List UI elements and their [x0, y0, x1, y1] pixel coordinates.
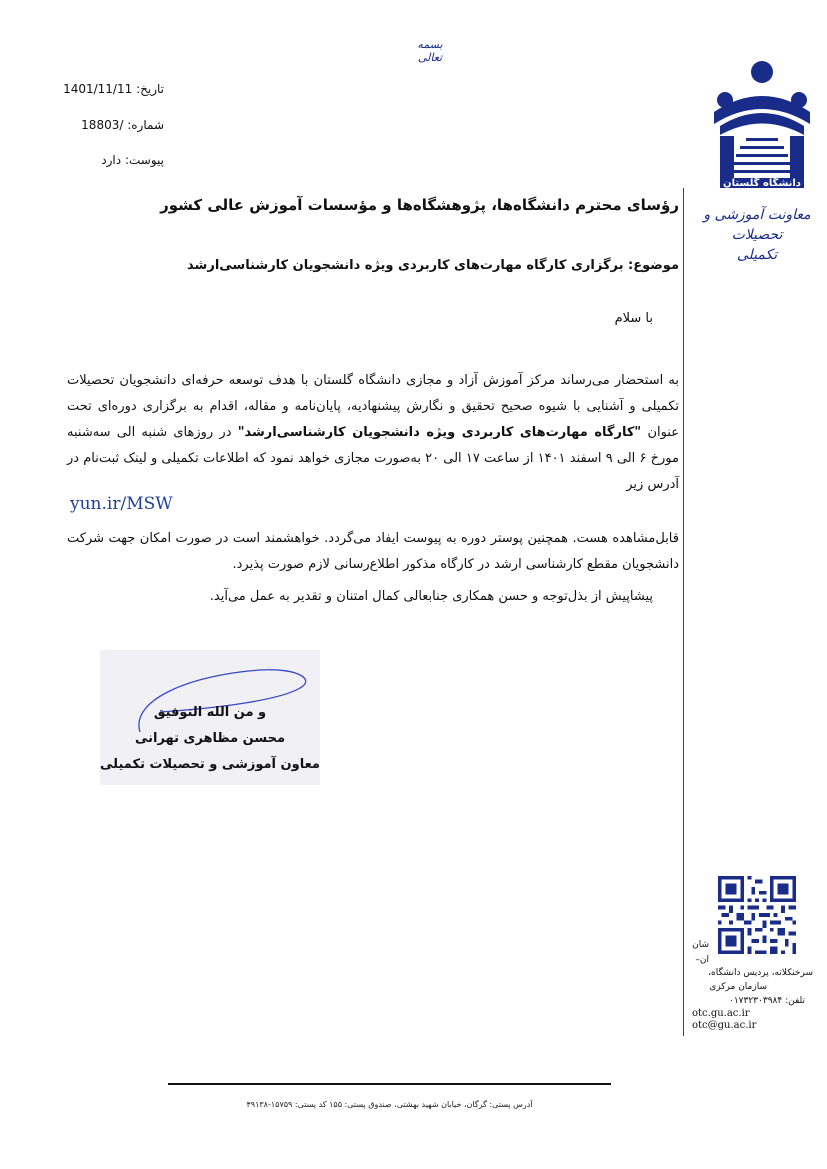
deputy-line-2: تکمیلی — [736, 247, 778, 263]
footer-address: آدرس پستی: گرگان، خیابان شهید بهشتی، صندوق پستی: ۱۵۵ کد پستی: ۱۵۷۵۹-۴۹۱۳۸ — [246, 1100, 533, 1109]
qr-code — [718, 876, 796, 954]
date-value: 1401/11/11 — [63, 82, 133, 96]
date-line — [63, 82, 164, 96]
website-link[interactable]: otc.gu.ac.ir — [692, 1008, 750, 1019]
addressee: رؤسای محترم دانشگاه‌ها، پژوهشگاه‌ها و مؤسسات آموزش عالی کشور — [160, 196, 679, 214]
body-paragraph-2: قابل‌مشاهده هست. همچنین پوستر دوره به پیوست ایفاد می‌گردد. خواهشمند است در صورت امکان جهت شرکت دانشجویان مقطع کارشناسی ارشد در کارگاه مذکور اطلاع‌رسانی لازم صورت پذیرد. — [67, 531, 679, 572]
phone-value: ۰۱۷۳۲۳۰۳۹۸۴ — [729, 996, 783, 1006]
address-fragment-1: شان — [692, 940, 709, 950]
number-value: 18803/ — [81, 118, 124, 132]
salutation: با سلام — [614, 311, 653, 326]
university-name: دانشگاه گلستان — [723, 178, 801, 189]
email-link[interactable]: otc@gu.ac.ir — [692, 1020, 757, 1031]
subject-label: موضوع: — [628, 258, 679, 273]
number-label: شماره: — [127, 118, 164, 132]
signature-closing: و من الله التوفیق — [153, 705, 267, 720]
vertical-divider — [683, 188, 684, 1036]
attachment-label: پیوست: — [124, 153, 164, 167]
signature-text — [100, 700, 320, 778]
paragraph-1-part-a: به استحضار می‌رساند مرکز آموزش آزاد و مجازی دانشگاه گلستان با هدف توسعه حرفه‌ای دانشجویان تحصیلات تکمیلی و آشنایی با شیوه صحیح تحقیق و نگارش پیشنهادیه، پایان‌نامه و مقاله، اقدام به برگزاری دوره‌ای تحت عنوان — [67, 373, 679, 440]
bismillah: بسمه تعالی — [417, 38, 443, 64]
phone-line — [729, 996, 805, 1006]
signatory-name: محسن مظاهری تهرانی — [134, 731, 286, 746]
campus-address: سرخنکلاته، پردیس دانشگاه، — [708, 968, 813, 978]
body-paragraph-1 — [67, 368, 679, 498]
paragraph-1-part-b: در روزهای شنبه الی سه‌شنبه مورخ ۶ الی ۹ اسفند ۱۴۰۱ از ساعت ۱۷ الی ۲۰ به‌صورت مجازی خواهد نمود که اطلاعات تکمیلی و لینک ثبت‌نام در آدرس زیر — [67, 425, 679, 492]
number-line — [81, 118, 164, 132]
address-fragment-2: ان– — [695, 955, 709, 965]
signatory-title: معاون آموزشی و تحصیلات تکمیلی — [100, 757, 320, 772]
deputy-office-name — [697, 205, 817, 265]
body-paragraph-3: پیشاپیش از بذل‌توجه و حسن همکاری جنابعالی کمال امتنان و تقدیر به عمل می‌آید. — [209, 589, 653, 604]
registration-link[interactable]: yun.ir/MSW — [70, 494, 173, 514]
deputy-line-1: معاونت آموزشی و تحصیلات — [703, 207, 811, 243]
workshop-title: "کارگاه مهارت‌های کاربردی ویژه دانشجویان کارشناسی‌ارشد" — [237, 425, 642, 440]
phone-label: تلفن: — [785, 996, 805, 1006]
date-label: تاریخ: — [136, 82, 164, 96]
subject-text: برگزاری کارگاه مهارت‌های کاربردی ویژه دانشجویان کارشناسی‌ارشد — [187, 258, 624, 273]
subject-line — [187, 258, 679, 273]
organization-line: سازمان مرکزی — [709, 982, 767, 992]
attachment-line — [101, 153, 164, 167]
attachment-value: دارد — [101, 153, 122, 167]
university-logo — [706, 60, 812, 195]
footer-rule — [168, 1083, 611, 1085]
